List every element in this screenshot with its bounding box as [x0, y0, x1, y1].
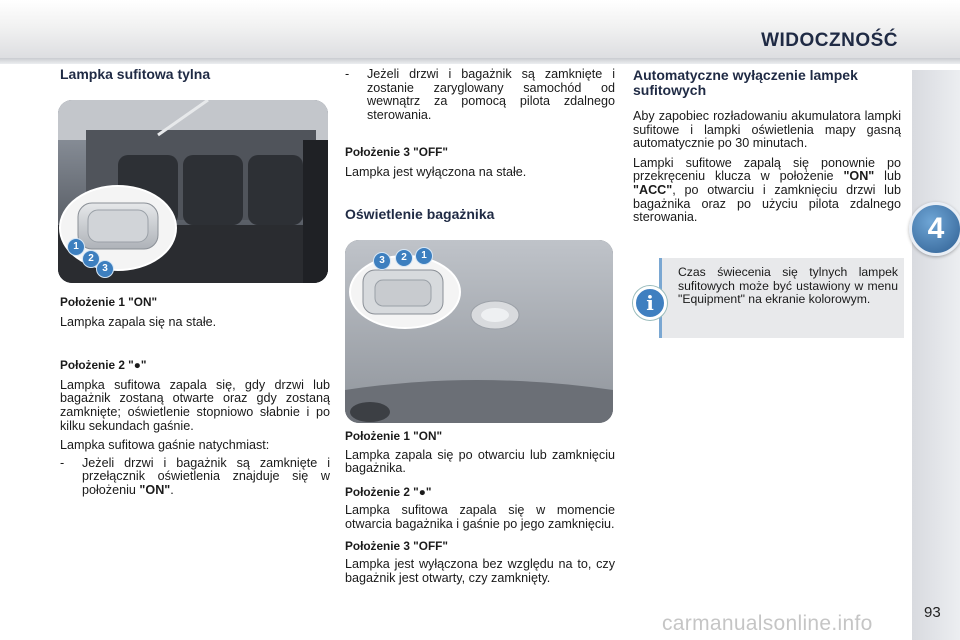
pos2-text: Lampka sufitowa zapala się, gdy drzwi lub bagażnik zostaną otwarte oraz gdy zostaną zamknięte; oświetlenie stopniowo słabnie i po kilku sekundach gaśnie.	[60, 377, 330, 433]
list-item	[345, 68, 615, 122]
trunk-pos3-title: Położenie 3 "OFF"	[345, 538, 448, 553]
bullet2-text: Jeżeli drzwi i bagażnik są zamknięte i zostanie zaryglowany samochód od wewnątrz za pomocą pilota zdalnego sterowania.	[367, 67, 615, 122]
trunk-lamp-photo	[345, 240, 613, 423]
badge-2: 2	[82, 250, 100, 268]
col2-top	[345, 68, 615, 221]
pos1-text: Lampka zapala się na stałe.	[60, 314, 217, 329]
badge-3: 3	[373, 252, 391, 270]
badge-1: 1	[415, 247, 433, 265]
pos3-title: Położenie 3 "OFF"	[345, 145, 448, 160]
heading-auto-off: Automatyczne wyłączenie lampek sufitowych	[633, 67, 858, 98]
trunk-pos2-text: Lampka sufitowa zapala się w momencie otwarcia bagażnika i gaśnie po jego zamknięciu.	[345, 503, 615, 531]
pos2-text2: Lampka sufitowa gaśnie natychmiast:	[60, 438, 270, 453]
col1-header	[60, 68, 330, 82]
list-text	[82, 457, 330, 498]
bullet1-end: .	[170, 482, 174, 497]
auto-off-p1: Aby zapobiec rozładowaniu akumulatora lampki sufitowe i lampki oświetlenia mapy gasną automatycznie po 30 minutach.	[633, 109, 901, 151]
p2-end: , po otwarciu i zamknięciu drzwi lub bagażnika oraz po użyciu pilota zdalnego sterowania.	[633, 182, 901, 225]
right-margin-bar	[912, 70, 960, 640]
p2-on: "ON"	[843, 169, 875, 184]
col2-text	[345, 430, 615, 585]
auto-off-p2	[633, 157, 901, 225]
trunk-pos1-title: Położenie 1 "ON"	[345, 429, 443, 443]
col1-text	[60, 296, 330, 498]
p2-text: Lampki sufitowe zapalą się ponownie po przekręceniu klucza w położenie	[633, 155, 901, 184]
badge-1: 1	[67, 238, 85, 256]
heading-rear-lamp: Lampka sufitowa tylna	[60, 66, 211, 82]
pos2-title: Położenie 2 "●"	[60, 358, 147, 373]
chapter-tab[interactable]: 4	[909, 202, 960, 256]
watermark: carmanualsonline.info	[662, 612, 873, 635]
rear-lamp-photo	[58, 100, 328, 283]
list-dash: -	[60, 455, 65, 470]
heading-trunk-lamp: Oświetlenie bagażnika	[345, 205, 495, 222]
info-text: Czas świecenia się tylnych lampek sufitowych może być ustawiony w menu "Equipment" na ekranie kolorowym.	[678, 265, 898, 307]
list-item	[60, 457, 330, 498]
trunk-pos3-text: Lampka jest wyłączona bez względu na to, czy bagażnik jest otwarty, czy zamknięty.	[345, 557, 615, 585]
trunk-pos2-title: Położenie 2 "●"	[345, 484, 432, 499]
bullet1-text: Jeżeli drzwi i bagażnik są zamknięte i przełącznik oświetlenia znajduje się w położeniu	[82, 455, 330, 497]
info-icon: i	[633, 286, 667, 320]
section-title: WIDOCZNOŚĆ	[761, 30, 898, 51]
badge-2: 2	[395, 249, 413, 267]
bullet1-on: "ON"	[139, 482, 171, 497]
col3-text	[633, 68, 901, 225]
page-number: 93	[924, 604, 941, 621]
list-dash: -	[345, 67, 350, 81]
badge-3: 3	[96, 260, 114, 278]
trunk-pos1-text: Lampka zapala się po otwarciu lub zamknięciu bagażnika.	[345, 447, 615, 476]
p2-acc: "ACC"	[633, 182, 673, 197]
header-divider	[0, 58, 960, 64]
info-box	[659, 258, 904, 338]
pos1-title: Położenie 1 "ON"	[60, 295, 158, 309]
pos3-text: Lampka jest wyłączona na stałe.	[345, 164, 527, 179]
p2-or: lub	[874, 169, 901, 184]
